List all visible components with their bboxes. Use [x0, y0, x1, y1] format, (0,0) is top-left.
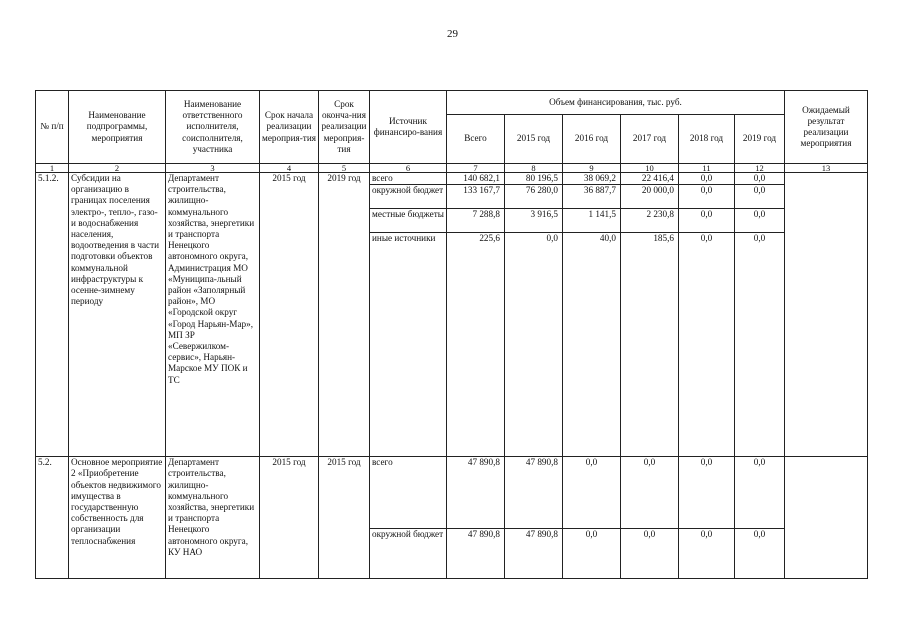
funding-total: 140 682,1	[447, 173, 505, 185]
funding-2018: 0,0	[679, 529, 735, 579]
item-end: 2019 год	[319, 173, 370, 457]
funding-2015: 0,0	[505, 233, 563, 457]
item-executor: Департамент строительства, жилищно-коммунального хозяйства, энергетики и транспорта Ненецкого автономного округа, КУ НАО	[166, 457, 260, 579]
funding-2019: 0,0	[735, 209, 785, 233]
funding-2018: 0,0	[679, 233, 735, 457]
funding-2016: 1 141,5	[563, 209, 621, 233]
column-number: 8	[505, 164, 563, 173]
table-row	[36, 173, 868, 185]
column-number: 4	[260, 164, 319, 173]
header-funding: Объем финансирования, тыс. руб.	[447, 91, 785, 115]
item-start: 2015 год	[260, 457, 319, 579]
funding-2019: 0,0	[735, 457, 785, 529]
funding-2015: 47 890,8	[505, 457, 563, 529]
funding-2019: 0,0	[735, 185, 785, 209]
page-number: 29	[447, 28, 458, 40]
funding-source: всего	[370, 173, 447, 185]
column-number: 3	[166, 164, 260, 173]
funding-2018: 0,0	[679, 209, 735, 233]
funding-2017: 0,0	[621, 529, 679, 579]
header-total: Всего	[447, 115, 505, 164]
funding-2017: 0,0	[621, 457, 679, 529]
funding-2016: 40,0	[563, 233, 621, 457]
funding-source: иные источники	[370, 233, 447, 457]
header-2017: 2017 год	[621, 115, 679, 164]
item-executor: Департамент строительства, жилищно-коммунального хозяйства, энергетики и транспорта Ненецкого автономного округа, Администрация МО «Муниципа-льный район «Заполярный район», МО «Городской округ «Город Нарьян-Мар», МП ЗР «Севержилком-сервис», Нарьян-Марское МУ ПОК и ТС	[166, 173, 260, 457]
item-result	[785, 173, 868, 457]
funding-source: местные бюджеты	[370, 209, 447, 233]
funding-source: окружной бюджет	[370, 529, 447, 579]
funding-2018: 0,0	[679, 457, 735, 529]
item-name: Основное мероприятие 2 «Приобретение объектов недвижимого имущества в государственную собственность для организации теплоснабжения	[69, 457, 166, 579]
funding-total: 133 167,7	[447, 185, 505, 209]
funding-2015: 80 196,5	[505, 173, 563, 185]
column-number: 5	[319, 164, 370, 173]
funding-total: 47 890,8	[447, 529, 505, 579]
funding-2017: 185,6	[621, 233, 679, 457]
header-result: Ожидаемый результат реализации мероприятия	[785, 91, 868, 164]
funding-2017: 22 416,4	[621, 173, 679, 185]
funding-source: всего	[370, 457, 447, 529]
header-end: Срок оконча-ния реализации мероприя-тия	[319, 91, 370, 164]
funding-2015: 3 916,5	[505, 209, 563, 233]
column-number: 6	[370, 164, 447, 173]
column-number: 2	[69, 164, 166, 173]
funding-source: окружной бюджет	[370, 185, 447, 209]
funding-2016: 36 887,7	[563, 185, 621, 209]
funding-total: 47 890,8	[447, 457, 505, 529]
header-2015: 2015 год	[505, 115, 563, 164]
header-no: № п/п	[36, 91, 69, 164]
item-start: 2015 год	[260, 173, 319, 457]
funding-2015: 47 890,8	[505, 529, 563, 579]
column-number: 7	[447, 164, 505, 173]
funding-2019: 0,0	[735, 529, 785, 579]
table-row	[36, 457, 868, 529]
column-number: 9	[563, 164, 621, 173]
item-number: 5.2.	[36, 457, 69, 579]
header-source: Источник финансиро-вания	[370, 91, 447, 164]
column-number: 10	[621, 164, 679, 173]
funding-2019: 0,0	[735, 233, 785, 457]
column-number: 13	[785, 164, 868, 173]
item-name: Субсидии на организацию в границах поселения электро-, тепло-, газо- и водоснабжения населения, водоотведения в части подготовки объектов коммунальной инфраструктуры к осенне-зимнему периоду	[69, 173, 166, 457]
funding-2016: 0,0	[563, 529, 621, 579]
item-end: 2015 год	[319, 457, 370, 579]
header-executor: Наименование ответственного исполнителя, соисполнителя, участника	[166, 91, 260, 164]
funding-2015: 76 280,0	[505, 185, 563, 209]
funding-total: 225,6	[447, 233, 505, 457]
financing-table	[35, 90, 868, 579]
funding-2018: 0,0	[679, 173, 735, 185]
column-number-row	[36, 164, 868, 173]
header-name: Наименование подпрограммы, мероприятия	[69, 91, 166, 164]
item-number: 5.1.2.	[36, 173, 69, 457]
column-number: 12	[735, 164, 785, 173]
item-result	[785, 457, 868, 579]
header-start: Срок начала реализации мероприя-тия	[260, 91, 319, 164]
funding-2017: 20 000,0	[621, 185, 679, 209]
header-2018: 2018 год	[679, 115, 735, 164]
header-2019: 2019 год	[735, 115, 785, 164]
funding-2017: 2 230,8	[621, 209, 679, 233]
column-number: 11	[679, 164, 735, 173]
funding-2018: 0,0	[679, 185, 735, 209]
header-2016: 2016 год	[563, 115, 621, 164]
column-number: 1	[36, 164, 69, 173]
funding-2016: 0,0	[563, 457, 621, 529]
funding-total: 7 288,8	[447, 209, 505, 233]
funding-2019: 0,0	[735, 173, 785, 185]
funding-2016: 38 069,2	[563, 173, 621, 185]
